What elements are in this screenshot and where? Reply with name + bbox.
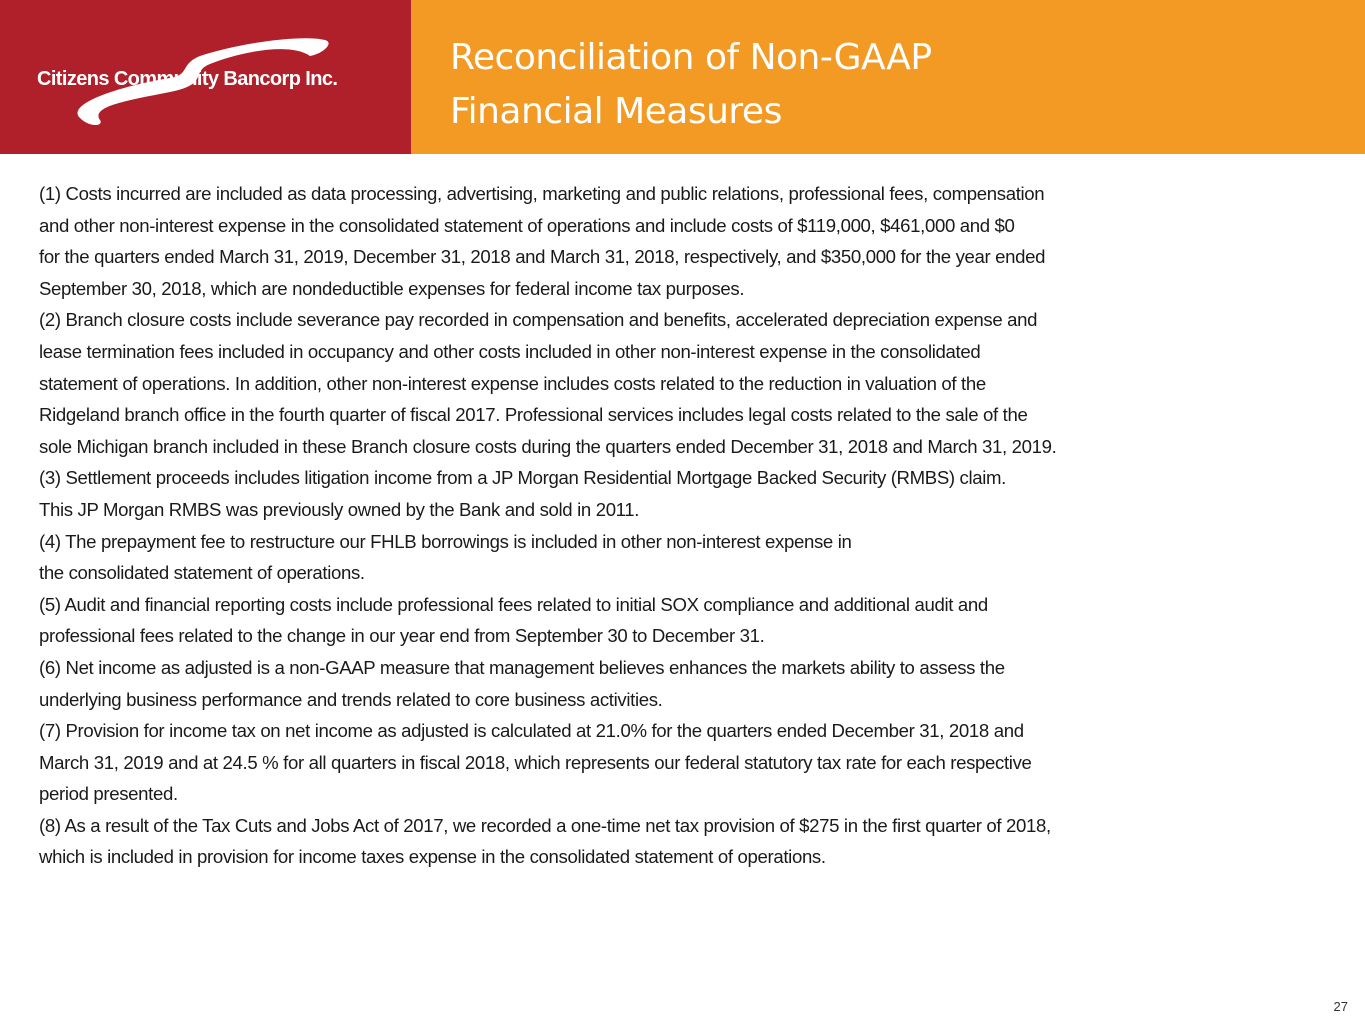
footnote-line: sole Michigan branch included in these Branch closure costs during the quarters ended December 31, 2018 and March 31, 2019. (39, 435, 1057, 457)
company-name: Citizens Community Bancorp Inc. (37, 68, 338, 90)
footnote-line: (5) Audit and financial reporting costs include professional fees related to initial SOX compliance and additional audit and (39, 593, 988, 615)
slide-title-line-2: Financial Measures (450, 91, 782, 132)
footnote-line: lease termination fees included in occupancy and other costs included in other non-interest expense in the consolidated (39, 340, 981, 362)
title-banner (411, 0, 1365, 154)
footnote-line: the consolidated statement of operations. (39, 562, 365, 584)
footnote-line: statement of operations. In addition, other non-interest expense includes costs related to the reduction in valuation of the (39, 372, 986, 394)
footnote-line: March 31, 2019 and at 24.5 % for all quarters in fiscal 2018, which represents our federal statutory tax rate for each respective (39, 751, 1032, 773)
footnote-line: and other non-interest expense in the consolidated statement of operations and include costs of $119,000, $461,000 and $0 (39, 214, 1015, 236)
slide-title-line-1: Reconciliation of Non-GAAP (450, 37, 932, 78)
footnotes-list (39, 178, 1329, 873)
footnote-line: (2) Branch closure costs include severance pay recorded in compensation and benefits, accelerated depreciation expense and (39, 309, 1038, 331)
footnote-line: (7) Provision for income tax on net income as adjusted is calculated at 21.0% for the quarters ended December 31, 2018 and (39, 720, 1024, 742)
footnote-line: (6) Net income as adjusted is a non-GAAP measure that management believes enhances the markets ability to assess the (39, 656, 1005, 678)
footnote-line: (4) The prepayment fee to restructure our FHLB borrowings is included in other non-interest expense in (39, 530, 852, 552)
footnote-line: (8) As a result of the Tax Cuts and Jobs Act of 2017, we recorded a one-time net tax provision of $275 in the first quarter of 2018, (39, 814, 1051, 836)
footnote-line: (3) Settlement proceeds includes litigation income from a JP Morgan Residential Mortgage Backed Security (RMBS) claim. (39, 467, 1006, 489)
footnote-line: period presented. (39, 783, 178, 805)
footnote-line: This JP Morgan RMBS was previously owned by the Bank and sold in 2011. (39, 498, 640, 520)
footnote-line: underlying business performance and trends related to core business activities. (39, 688, 663, 710)
footnote-line: Ridgeland branch office in the fourth quarter of fiscal 2017. Professional services includes legal costs related to the sale of the (39, 404, 1028, 426)
footnote-line: September 30, 2018, which are nondeductible expenses for federal income tax purposes. (39, 277, 745, 299)
slide-header (0, 0, 1365, 154)
company-logo (0, 0, 411, 154)
footnote-line: professional fees related to the change in our year end from September 30 to December 31. (39, 625, 765, 647)
page-number: 27 (1333, 999, 1348, 1014)
footnote-line: which is included in provision for income taxes expense in the consolidated statement of operations. (39, 846, 826, 868)
footnote-line: for the quarters ended March 31, 2019, December 31, 2018 and March 31, 2018, respectively, and $350,000 for the year ended (39, 246, 1046, 268)
footnote-line: (1) Costs incurred are included as data processing, advertising, marketing and public relations, professional fees, compensation (39, 183, 1045, 204)
